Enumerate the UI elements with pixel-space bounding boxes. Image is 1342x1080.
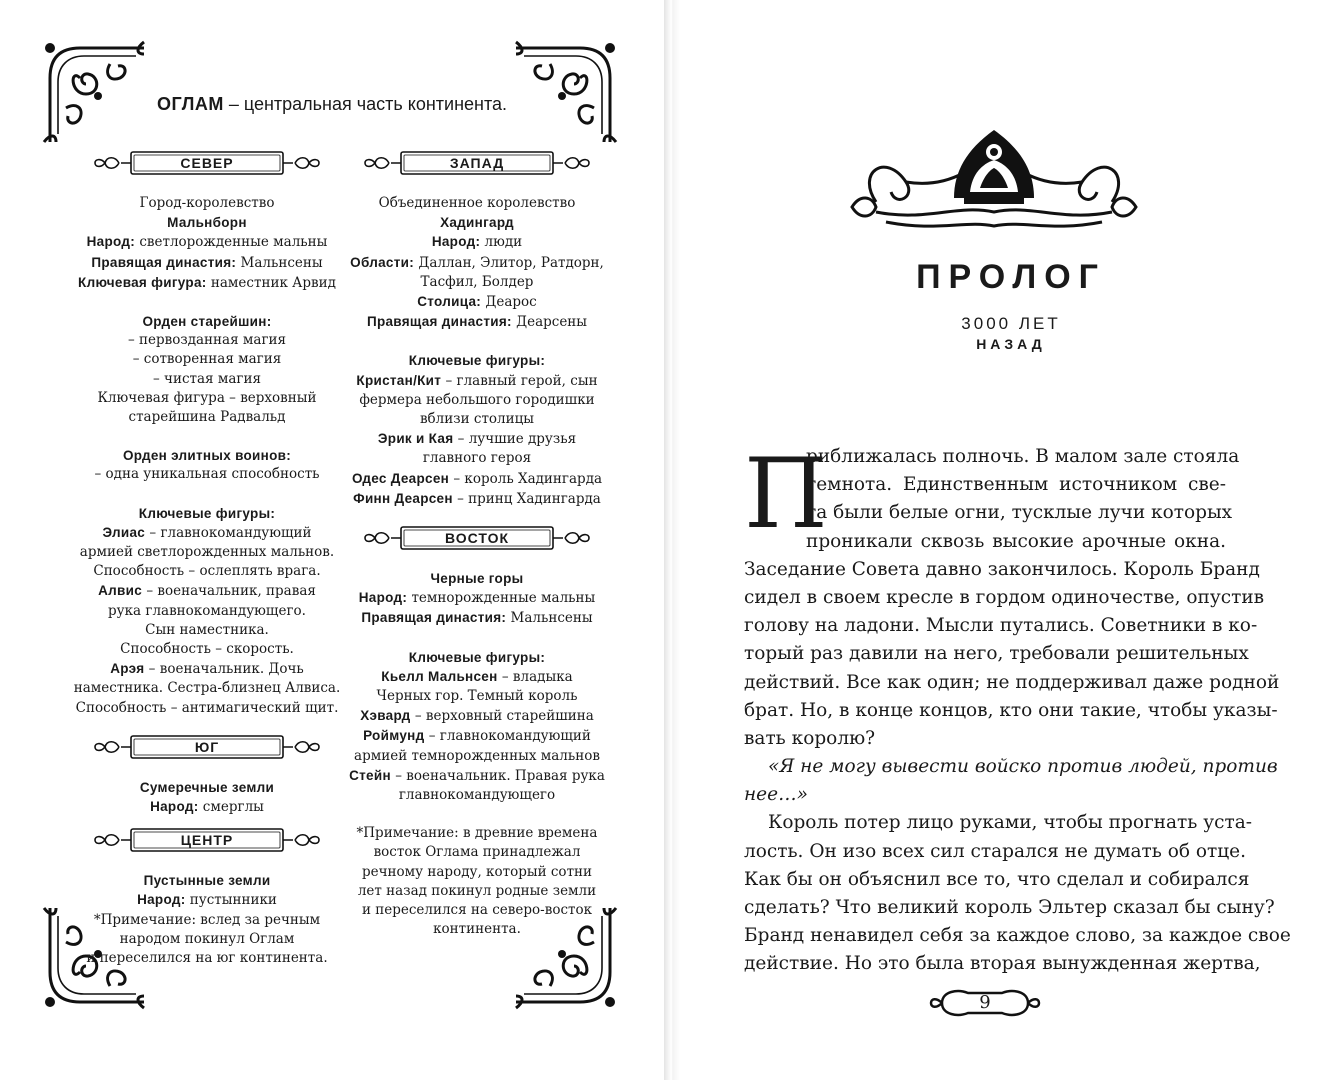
note-line: *Примечание: в древние времена xyxy=(356,825,598,842)
text-line: вать королю? xyxy=(744,727,876,749)
info-value: смерглы xyxy=(198,799,264,816)
text-line: голову на ладони. Мысли путались. Советники в ко- xyxy=(744,615,1258,637)
info-line xyxy=(342,371,612,391)
info-line xyxy=(342,292,612,312)
intro-text: – центральная часть континента. xyxy=(223,94,508,114)
right-column xyxy=(342,150,612,940)
kingdom-type: Объединенное королевство xyxy=(378,195,576,211)
text-line: брат. Но, в конце концов, кто они такие, чтобы указы- xyxy=(744,699,1278,721)
info-line xyxy=(342,588,612,608)
text-line: – первозданная магия xyxy=(127,332,287,349)
intro-line xyxy=(0,94,664,115)
region-name: Сумеречные земли xyxy=(139,779,275,795)
info-line xyxy=(72,523,342,543)
info-value: люди xyxy=(480,234,523,251)
section-header: СЕВЕР xyxy=(180,155,234,171)
character-name: Стейн xyxy=(349,767,391,783)
text-line: фермера небольшого городишки xyxy=(359,391,595,408)
info-line xyxy=(342,766,612,786)
note-line: восток Оглама принадлежал xyxy=(373,844,581,861)
text-line: действий. Все как один; не поддерживал даже родной xyxy=(744,671,1280,693)
info-label: Области: xyxy=(350,254,415,270)
drop-cap: П xyxy=(744,438,828,550)
info-line xyxy=(72,253,342,273)
page-number-frame xyxy=(928,985,1042,1021)
info-line xyxy=(342,706,612,726)
section-banner-west xyxy=(361,150,593,176)
prologue-text xyxy=(744,438,1291,979)
section-banner-south xyxy=(91,734,323,760)
note-line: и переселился на юг континента. xyxy=(86,950,328,967)
info-value: Деарос xyxy=(481,294,537,311)
left-page xyxy=(0,0,664,1080)
text-line: риближалась полночь. В малом зале стояла xyxy=(806,446,1240,467)
text-line: торый раз давили на него, требовали решительных xyxy=(744,643,1249,665)
info-line xyxy=(72,273,342,293)
subheading: Орден старейшин: xyxy=(142,314,272,330)
text-line: – главнокомандующий xyxy=(424,728,591,745)
info-line xyxy=(342,726,612,746)
info-line xyxy=(342,469,612,489)
text-line: главного героя xyxy=(422,450,532,467)
chapter-subtitle-2: НАЗАД xyxy=(976,336,1046,352)
note-line: и переселился на северо-восток xyxy=(361,902,593,919)
text-line: Бранд ненавидел себя за каждое слово, за каждое свое xyxy=(744,925,1291,947)
text-line: Тасфил, Болдер xyxy=(420,273,534,290)
info-line xyxy=(72,797,342,817)
text-line: – лучшие друзья xyxy=(453,431,577,448)
note-line: *Примечание: вслед за речным xyxy=(93,911,321,928)
info-value: темнорожденные мальны xyxy=(407,590,596,607)
text-line: сделать? Что великий король Эльтер сказал бы сыну? xyxy=(744,897,1275,918)
region-name: Пустынные земли xyxy=(143,873,271,889)
info-line xyxy=(72,232,342,252)
info-label: Народ: xyxy=(137,892,186,908)
info-value: светлорожденные мальны xyxy=(135,234,328,251)
text-line: Способность – скорость. xyxy=(120,641,294,658)
text-line: Как бы он объяснил все то, что сделал и собирался xyxy=(744,868,1250,890)
character-name: Финн Деарсен xyxy=(353,490,453,506)
section-header: ЗАПАД xyxy=(449,155,505,171)
text-line: Сын наместника. xyxy=(145,621,269,638)
text-line: та были белые огни, тусклые лучи которых xyxy=(806,502,1233,524)
info-line xyxy=(72,659,342,679)
book-gutter xyxy=(664,0,680,1080)
left-column xyxy=(72,150,342,968)
info-line xyxy=(342,667,612,687)
text-line: старейшина Радвальд xyxy=(128,409,286,426)
info-label: Столица: xyxy=(417,294,482,310)
kingdom-type: Город-королевство xyxy=(139,195,275,211)
text-line: Заседание Совета давно закончилось. Король Бранд xyxy=(744,558,1260,580)
text-line: Король потер лицо руками, чтобы прогнать уста- xyxy=(768,812,1252,834)
info-label: Народ: xyxy=(431,234,481,250)
character-name: Одес Деарсен xyxy=(351,470,450,486)
text-line: – военачальник. Дочь xyxy=(144,661,304,678)
character-name: Кьелл Мальнсен xyxy=(381,668,498,684)
text-line: – чистая магия xyxy=(153,370,261,387)
info-label: Правящая династия: xyxy=(91,254,237,270)
note-line: речному народу, который сотни xyxy=(361,863,593,880)
info-label: Народ: xyxy=(150,799,199,815)
text-line: нее…» xyxy=(744,784,808,806)
text-line: – принц Хадингарда xyxy=(452,490,601,507)
character-name: Хэвард xyxy=(360,708,411,724)
info-value: Мальнсены xyxy=(506,610,593,627)
subheading: Ключевые фигуры: xyxy=(138,505,276,521)
text-line: главнокомандующего xyxy=(398,787,556,804)
info-value: Деарсены xyxy=(511,314,588,331)
section-header: ЮГ xyxy=(194,738,220,755)
text-line: лость. Он изо всех сил старался не думать об отце. xyxy=(744,840,1246,862)
info-value: пустынники xyxy=(185,892,277,909)
text-line: – военачальник, правая xyxy=(142,583,316,600)
text-line: – сотворенная магия xyxy=(132,351,282,368)
info-line xyxy=(342,429,612,449)
text-line: армией темнорожденных мальнов xyxy=(354,747,600,764)
info-line xyxy=(72,890,342,910)
text-line: Ключевая фигура – верховный xyxy=(97,389,317,406)
info-line xyxy=(342,489,612,509)
section-header: ВОСТОК xyxy=(444,530,510,547)
section-banner-center xyxy=(91,827,323,853)
character-name: Элиас xyxy=(102,524,146,540)
info-label: Ключевая фигура: xyxy=(78,274,207,290)
crest-ornament-icon xyxy=(846,112,1142,238)
subheading: Ключевые фигуры: xyxy=(408,353,546,369)
character-name: Роймунд xyxy=(363,728,425,744)
text-line: – король Хадингарда xyxy=(449,470,603,487)
corner-ornament-icon xyxy=(510,38,620,148)
text-line: наместника. Сестра-близнец Алвиса. xyxy=(73,680,341,697)
text-line: проникали сквозь высокие арочные окна. xyxy=(806,530,1226,552)
info-value: наместник Арвид xyxy=(206,274,336,291)
text-line: сидел в своем кресле в гордом одиночестве, опустив xyxy=(744,586,1265,608)
character-name: Алвис xyxy=(98,583,143,599)
info-line xyxy=(342,253,612,273)
info-line xyxy=(342,312,612,332)
section-header: ЦЕНТР xyxy=(180,832,234,849)
text-line: – главный герой, сын xyxy=(441,372,598,389)
info-value: Даллан, Элитор, Ратдорн, xyxy=(414,254,604,271)
corner-ornament-icon xyxy=(40,38,150,148)
chapter-title: ПРОЛОГ xyxy=(916,258,1106,296)
region-name: Черные горы xyxy=(430,571,524,587)
text-line: вблизи столицы xyxy=(419,411,535,428)
page-number: 9 xyxy=(979,992,991,1013)
kingdom-name: Хадингард xyxy=(440,215,514,231)
note-line: континента. xyxy=(433,921,521,938)
text-line: рука главнокомандующего. xyxy=(108,602,306,619)
info-value: Мальнсены xyxy=(236,254,323,271)
text-line: – военачальник. Правая рука xyxy=(390,767,605,784)
text-line: «Я не могу вывести войско против людей, против xyxy=(768,756,1278,778)
info-label: Правящая династия: xyxy=(361,610,507,626)
text-line: – главнокомандующий xyxy=(145,524,312,541)
text-line: армией светлорожденных мальнов. xyxy=(79,544,335,561)
chapter-subtitle: 3000 ЛЕТ xyxy=(961,314,1061,333)
info-line xyxy=(72,581,342,601)
section-banner-north xyxy=(91,150,323,176)
text-line: Черных гор. Темный король xyxy=(376,688,578,705)
continent-name: ОГЛАМ xyxy=(156,94,224,114)
kingdom-name: Мальнборн xyxy=(167,215,247,231)
subheading: Ключевые фигуры: xyxy=(408,649,546,665)
info-label: Народ: xyxy=(358,590,408,606)
info-line xyxy=(342,232,612,252)
text-line: – одна уникальная способность xyxy=(94,466,320,483)
character-name: Арэя xyxy=(110,661,145,677)
subheading: Орден элитных воинов: xyxy=(122,448,292,464)
text-line: действие. Но это была вторая вынужденная жертва, xyxy=(744,953,1261,975)
section-banner-east xyxy=(361,525,593,551)
text-line: Способность – ослеплять врага. xyxy=(93,563,321,580)
character-name: Кристан/Кит xyxy=(356,372,442,388)
note-line: лет назад покинул родные земли xyxy=(357,882,597,899)
text-line: Способность – антимагический щит. xyxy=(75,699,339,716)
text-line: – владыка xyxy=(497,668,573,685)
info-line xyxy=(342,608,612,628)
note-line: народом покинул Оглам xyxy=(119,930,295,947)
character-name: Эрик и Кая xyxy=(377,431,454,447)
info-label: Народ: xyxy=(86,234,136,250)
text-line: – верховный старейшина xyxy=(410,708,594,725)
text-line: темнота. Единственным источником све- xyxy=(806,474,1226,496)
info-label: Правящая династия: xyxy=(366,314,512,330)
